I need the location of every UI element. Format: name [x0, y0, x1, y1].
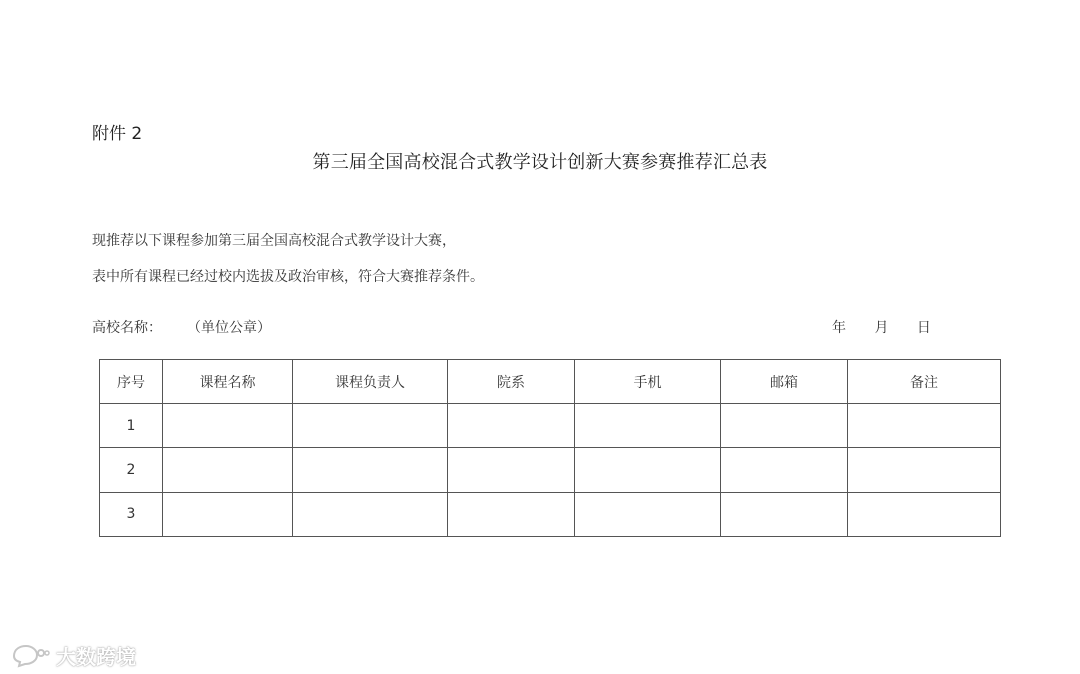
header-email: 邮箱 — [721, 360, 848, 404]
cell-course-leader — [293, 448, 448, 492]
cell-phone — [575, 404, 721, 448]
cell-email — [721, 492, 848, 536]
cell-course-name — [163, 404, 293, 448]
cell-email — [721, 404, 848, 448]
cell-email — [721, 448, 848, 492]
cell-remarks — [848, 492, 1001, 536]
date-row — [832, 317, 931, 337]
school-name-row — [92, 317, 271, 337]
table-row — [100, 404, 1001, 448]
cell-serial: 1 — [100, 404, 163, 448]
cell-remarks — [848, 404, 1001, 448]
cell-serial: 3 — [100, 492, 163, 536]
cell-department — [448, 404, 575, 448]
cell-course-name — [163, 448, 293, 492]
header-course-name: 课程名称 — [163, 360, 293, 404]
cell-department — [448, 448, 575, 492]
cell-serial: 2 — [100, 448, 163, 492]
cell-course-leader — [293, 492, 448, 536]
table-row — [100, 492, 1001, 536]
intro-paragraph-1: 现推荐以下课程参加第三届全国高校混合式教学设计大赛， — [92, 233, 456, 249]
date-day: 日 — [916, 320, 931, 336]
chat-bubble-icon — [10, 644, 50, 668]
table-row — [100, 448, 1001, 492]
cell-department — [448, 492, 575, 536]
header-serial: 序号 — [100, 360, 163, 404]
stamp-note: （单位公章） — [194, 320, 271, 336]
recommendation-table — [99, 359, 1001, 537]
header-remarks: 备注 — [848, 360, 1001, 404]
school-name-label: 高校名称： — [92, 320, 162, 336]
date-year: 年 — [832, 320, 846, 336]
attachment-label: 附件 2 — [92, 124, 143, 144]
date-month: 月 — [874, 320, 889, 336]
table-header-row — [100, 360, 1001, 404]
cell-phone — [575, 448, 721, 492]
page-title: 第三届全国高校混合式教学设计创新大赛参赛推荐汇总表 — [312, 152, 768, 173]
intro-paragraph-2: 表中所有课程已经过校内选拔及政治审核，符合大赛推荐条件。 — [92, 269, 484, 285]
header-course-leader: 课程负责人 — [293, 360, 448, 404]
watermark — [10, 641, 136, 670]
header-department: 院系 — [448, 360, 575, 404]
cell-course-leader — [293, 404, 448, 448]
cell-course-name — [163, 492, 293, 536]
header-phone: 手机 — [575, 360, 721, 404]
cell-remarks — [848, 448, 1001, 492]
watermark-text: 大数跨境 — [56, 645, 136, 669]
cell-phone — [575, 492, 721, 536]
